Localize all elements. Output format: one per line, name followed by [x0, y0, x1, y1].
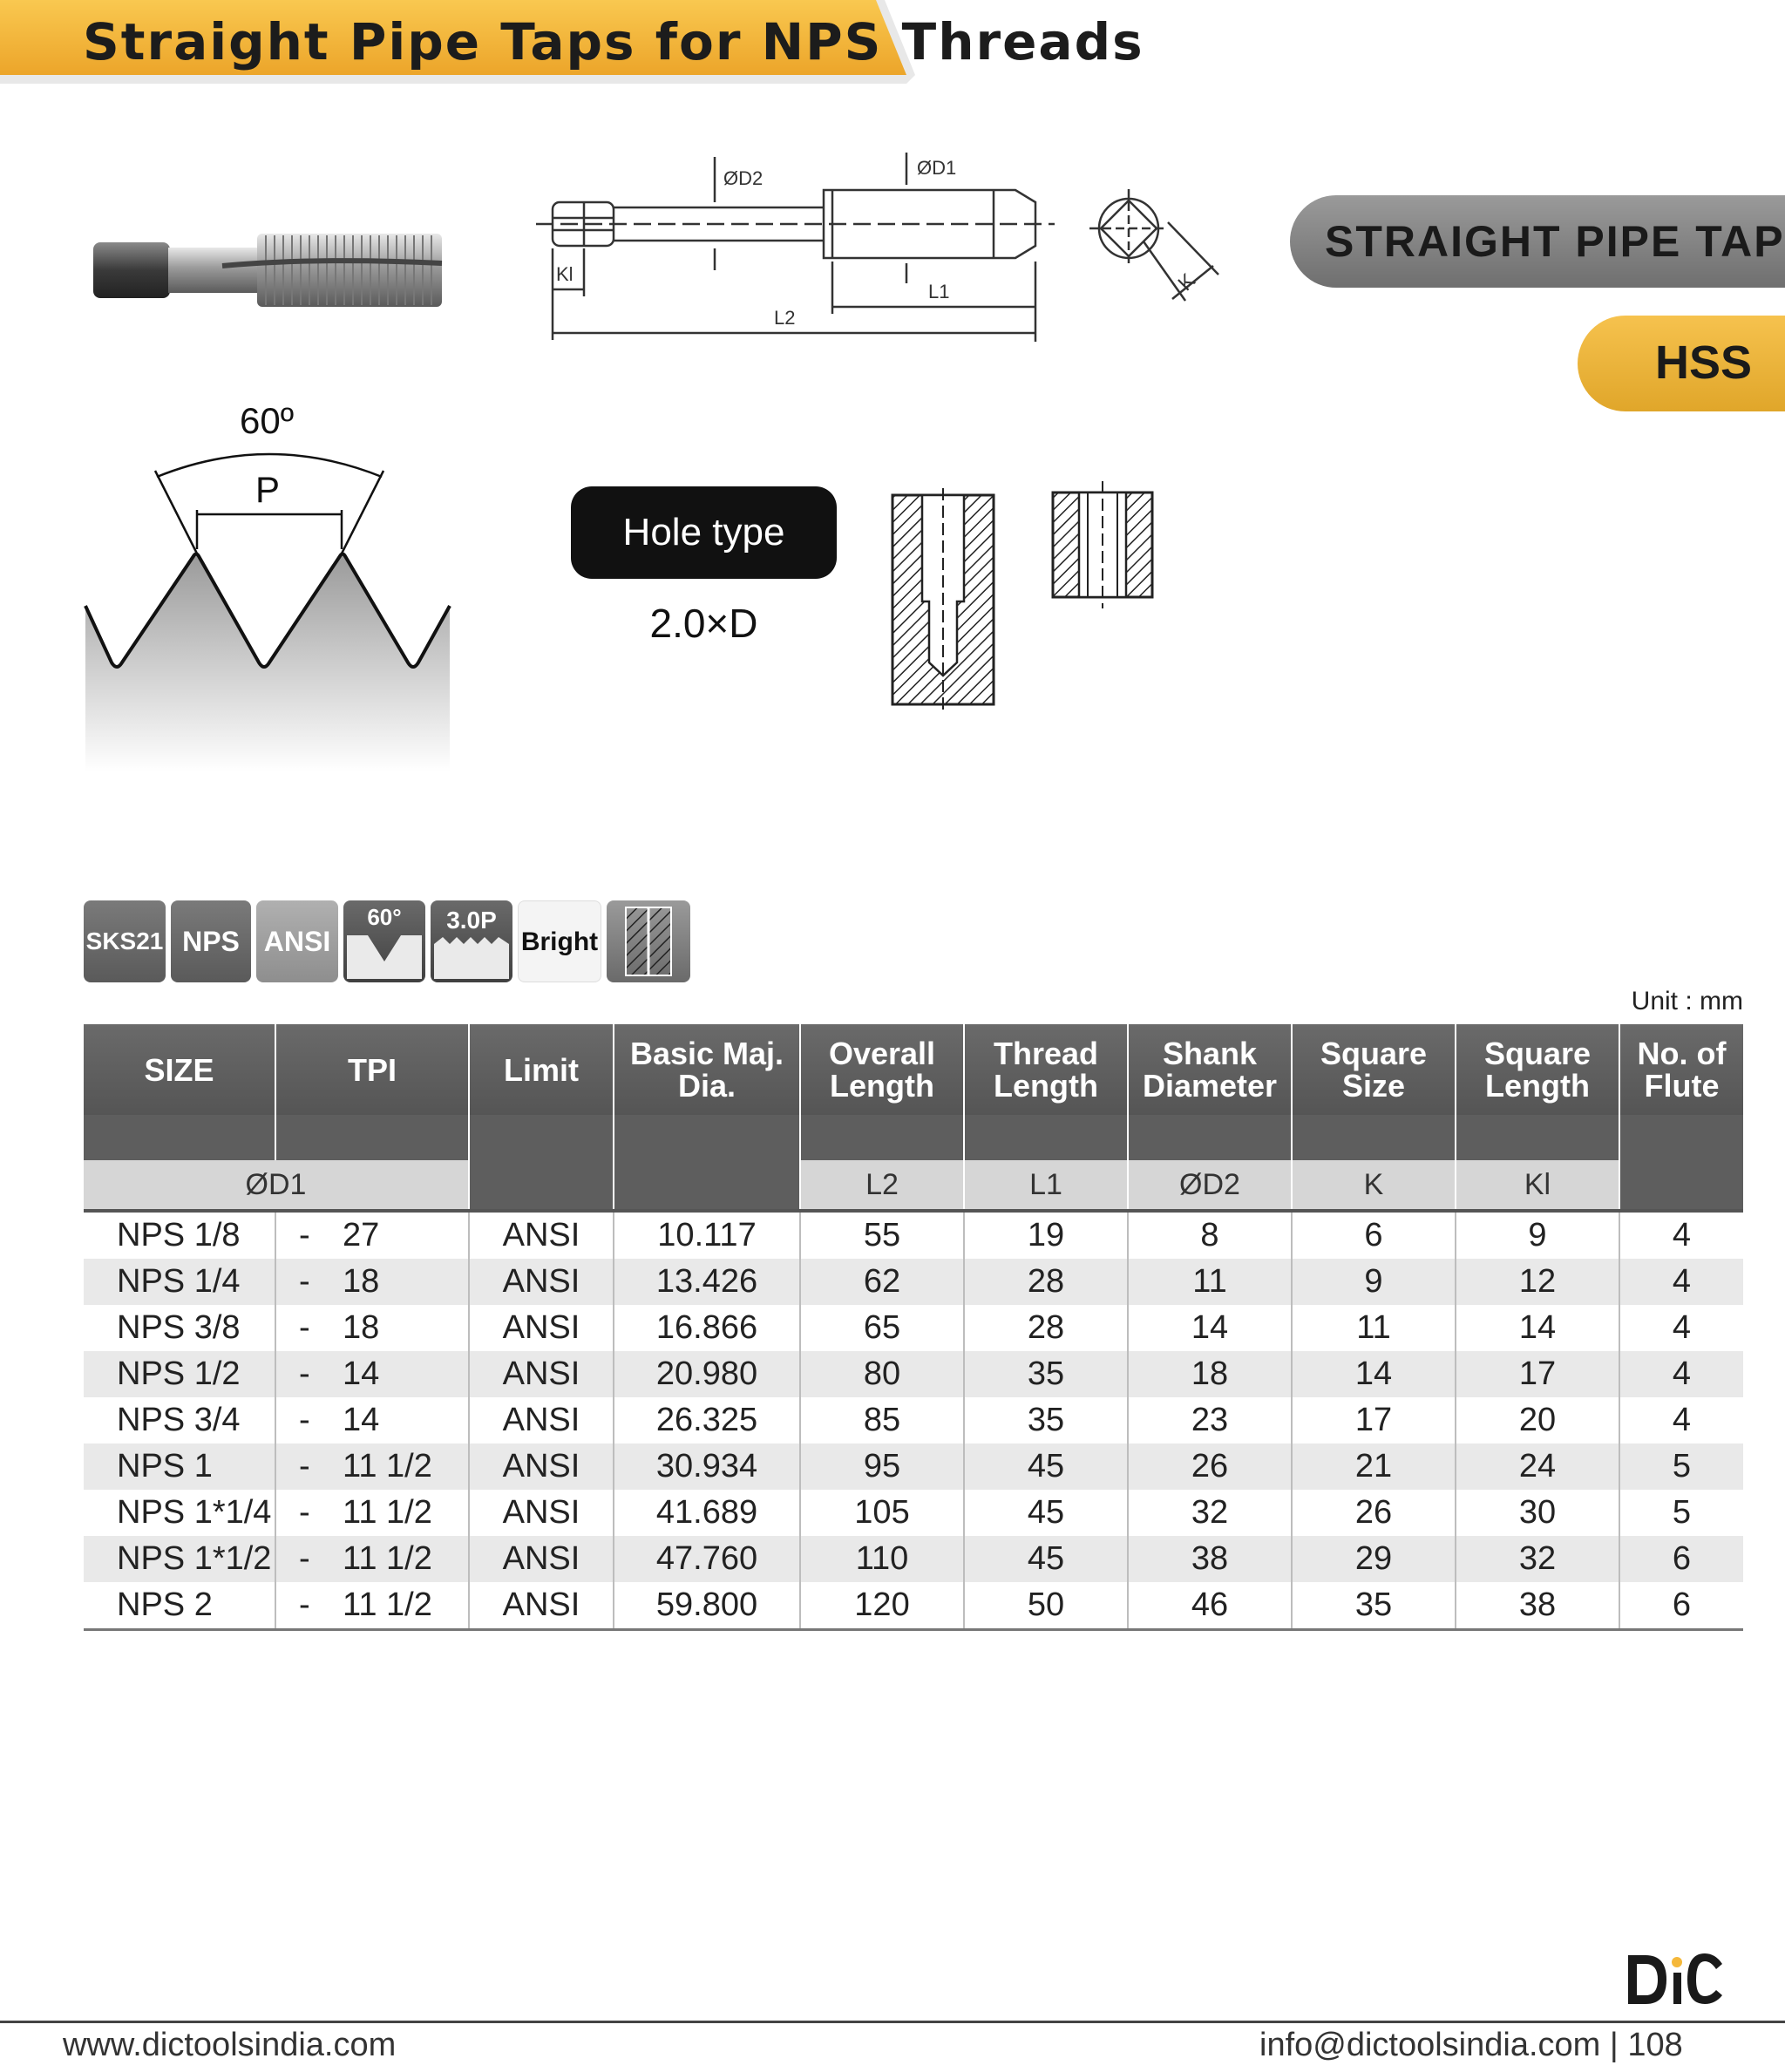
size-tpi-separator: -: [299, 1586, 310, 1623]
tpi-value: 18: [343, 1309, 380, 1346]
material-label: HSS: [1654, 336, 1752, 389]
cell-l2: 120: [800, 1582, 964, 1630]
cell-flutes: 4: [1619, 1211, 1743, 1259]
cell-limit: ANSI: [469, 1397, 614, 1444]
sub-kl: Kl: [1456, 1160, 1619, 1211]
sub-l1: L1: [964, 1160, 1128, 1211]
header-spacer: [1128, 1115, 1292, 1160]
col-tpi: TPI: [275, 1024, 469, 1115]
cell-l2: 80: [800, 1351, 964, 1397]
straight-flute-icon: [607, 900, 690, 982]
table-row: [84, 1536, 1743, 1582]
col-flutes: No. of Flute: [1619, 1024, 1743, 1115]
header-spacer: [1292, 1115, 1456, 1160]
cell-tpi: [275, 1490, 469, 1536]
tpi-value: 18: [343, 1263, 380, 1300]
cell-k: 21: [1292, 1444, 1456, 1490]
cell-l2: 65: [800, 1305, 964, 1351]
col-square-size: Square Size: [1292, 1024, 1456, 1115]
size-tpi-separator: -: [299, 1263, 310, 1300]
cell-tpi: [275, 1305, 469, 1351]
d2-dim-label: ØD2: [723, 167, 764, 189]
thread-profile-drawing: [78, 397, 462, 771]
ansi-badge: ANSI: [256, 900, 338, 982]
cell-l2: 105: [800, 1490, 964, 1536]
cell-kl: 9: [1456, 1211, 1619, 1259]
size-tpi-separator: -: [299, 1217, 310, 1253]
thread-angle-badge-label: 60°: [367, 904, 402, 930]
cell-basic: 26.325: [614, 1397, 800, 1444]
col-shank-diameter: Shank Diameter: [1128, 1024, 1292, 1115]
header-spacer: [614, 1160, 800, 1211]
cell-tpi: [275, 1536, 469, 1582]
cell-flutes: 4: [1619, 1397, 1743, 1444]
cell-size: NPS 1*1/4: [84, 1490, 275, 1536]
cell-size: NPS 2: [84, 1582, 275, 1630]
cell-k: 29: [1292, 1536, 1456, 1582]
sub-k: K: [1292, 1160, 1456, 1211]
chamfer-badge-label: 3.0P: [446, 907, 497, 934]
cell-d2: 26: [1128, 1444, 1292, 1490]
cell-size: NPS 3/8: [84, 1305, 275, 1351]
cell-kl: 17: [1456, 1351, 1619, 1397]
cell-flutes: 6: [1619, 1582, 1743, 1630]
cell-flutes: 5: [1619, 1490, 1743, 1536]
cell-limit: ANSI: [469, 1211, 614, 1259]
cell-basic: 59.800: [614, 1582, 800, 1630]
cell-k: 6: [1292, 1211, 1456, 1259]
through-hole-icon: [1046, 479, 1159, 610]
tpi-value: 11 1/2: [343, 1540, 432, 1577]
cell-l2: 62: [800, 1259, 964, 1305]
col-size: SIZE: [84, 1024, 275, 1115]
v-thread-icon: [343, 900, 425, 982]
cell-tpi: [275, 1351, 469, 1397]
size-tpi-separator: -: [299, 1355, 310, 1392]
thread-angle-label: 60º: [240, 400, 295, 441]
thread-angle-badge: [343, 900, 425, 982]
cell-limit: ANSI: [469, 1259, 614, 1305]
pitch-label: P: [255, 469, 281, 510]
cell-flutes: 4: [1619, 1351, 1743, 1397]
cell-k: 14: [1292, 1351, 1456, 1397]
cell-basic: 16.866: [614, 1305, 800, 1351]
tpi-value: 11 1/2: [343, 1586, 432, 1623]
footer-website[interactable]: www.dictoolsindia.com: [63, 2027, 397, 2063]
cell-flutes: 6: [1619, 1536, 1743, 1582]
cell-size: NPS 3/4: [84, 1397, 275, 1444]
cell-l1: 35: [964, 1351, 1128, 1397]
cell-l1: 45: [964, 1536, 1128, 1582]
tap-photo: [92, 218, 445, 314]
table-row: [84, 1444, 1743, 1490]
cell-size: NPS 1/4: [84, 1259, 275, 1305]
tap-type-label: STRAIGHT PIPE TAP: [1325, 217, 1785, 266]
tpi-value: 14: [343, 1355, 380, 1392]
square-section-drawing: [1089, 179, 1229, 318]
col-basic-major-dia: Basic Maj. Dia.: [614, 1024, 800, 1115]
cell-l2: 110: [800, 1536, 964, 1582]
cell-limit: ANSI: [469, 1305, 614, 1351]
cell-k: 17: [1292, 1397, 1456, 1444]
cell-limit: ANSI: [469, 1351, 614, 1397]
tpi-value: 11 1/2: [343, 1494, 432, 1531]
cell-tpi: [275, 1397, 469, 1444]
table-row: [84, 1305, 1743, 1351]
cell-kl: 38: [1456, 1582, 1619, 1630]
cell-kl: 32: [1456, 1536, 1619, 1582]
page-number: 108: [1627, 2027, 1683, 2063]
sub-l2: L2: [800, 1160, 964, 1211]
cell-d2: 32: [1128, 1490, 1292, 1536]
cell-flutes: 4: [1619, 1259, 1743, 1305]
cell-basic: 10.117: [614, 1211, 800, 1259]
cell-limit: ANSI: [469, 1444, 614, 1490]
sub-d1: ØD1: [84, 1160, 469, 1211]
k-dim-label: K: [1173, 268, 1200, 296]
cell-k: 35: [1292, 1582, 1456, 1630]
cell-kl: 20: [1456, 1397, 1619, 1444]
finish-badge: Bright: [518, 900, 601, 982]
cell-l2: 55: [800, 1211, 964, 1259]
header-spacer: [469, 1115, 614, 1160]
cell-l2: 95: [800, 1444, 964, 1490]
tap-dimension-drawing: [532, 139, 1072, 349]
cell-d2: 14: [1128, 1305, 1292, 1351]
cell-flutes: 5: [1619, 1444, 1743, 1490]
cell-tpi: [275, 1582, 469, 1630]
cell-k: 11: [1292, 1305, 1456, 1351]
table-row: [84, 1582, 1743, 1630]
footer-contact: [1259, 2027, 1683, 2064]
cell-l1: 45: [964, 1444, 1128, 1490]
kl-dim-label: Kl: [556, 263, 574, 285]
cell-basic: 20.980: [614, 1351, 800, 1397]
cell-k: 9: [1292, 1259, 1456, 1305]
size-tpi-separator: -: [299, 1494, 310, 1531]
footer-email[interactable]: info@dictoolsindia.com: [1259, 2027, 1601, 2063]
cell-limit: ANSI: [469, 1490, 614, 1536]
l2-dim-label: L2: [774, 307, 796, 329]
cell-kl: 24: [1456, 1444, 1619, 1490]
cell-kl: 30: [1456, 1490, 1619, 1536]
header-spacer: [84, 1115, 275, 1160]
header-spacer: [469, 1160, 614, 1211]
cell-limit: ANSI: [469, 1536, 614, 1582]
page-title: Straight Pipe Taps for NPS Threads: [83, 12, 1144, 71]
unit-label: Unit : mm: [1631, 987, 1743, 1016]
cell-limit: ANSI: [469, 1582, 614, 1630]
cell-basic: 41.689: [614, 1490, 800, 1536]
cell-size: NPS 1/2: [84, 1351, 275, 1397]
header-spacer: [800, 1115, 964, 1160]
sks21-badge: SKS21: [84, 900, 166, 982]
cell-basic: 30.934: [614, 1444, 800, 1490]
cell-l1: 28: [964, 1305, 1128, 1351]
straight-flute-badge: [607, 900, 690, 982]
d1-dim-label: ØD1: [917, 157, 957, 179]
specification-table: [84, 1024, 1743, 1631]
cell-l2: 85: [800, 1397, 964, 1444]
cell-size: NPS 1*1/2: [84, 1536, 275, 1582]
sub-d2: ØD2: [1128, 1160, 1292, 1211]
cell-l1: 19: [964, 1211, 1128, 1259]
cell-tpi: [275, 1259, 469, 1305]
cell-l1: 28: [964, 1259, 1128, 1305]
header-spacer: [275, 1115, 469, 1160]
cell-d2: 23: [1128, 1397, 1292, 1444]
dic-logo: [1623, 1946, 1727, 2007]
table-row: [84, 1351, 1743, 1397]
cell-l1: 50: [964, 1582, 1128, 1630]
table-row: [84, 1397, 1743, 1444]
table-row: [84, 1211, 1743, 1259]
cell-kl: 12: [1456, 1259, 1619, 1305]
header-spacer: [964, 1115, 1128, 1160]
cell-l1: 45: [964, 1490, 1128, 1536]
cell-kl: 14: [1456, 1305, 1619, 1351]
hole-type-label: Hole type: [571, 486, 837, 579]
cell-d2: 38: [1128, 1536, 1292, 1582]
hole-depth-spec: 2.0×D: [649, 601, 758, 646]
cell-k: 26: [1292, 1490, 1456, 1536]
header-spacer: [1619, 1115, 1743, 1160]
cell-tpi: [275, 1211, 469, 1259]
header-spacer: [614, 1115, 800, 1160]
l1-dim-label: L1: [928, 281, 950, 302]
footer-divider: [0, 2021, 1785, 2023]
col-thread-length: Thread Length: [964, 1024, 1128, 1115]
chamfer-thread-icon: [431, 900, 512, 982]
size-tpi-separator: -: [299, 1540, 310, 1577]
size-tpi-separator: -: [299, 1402, 310, 1438]
header-spacer: [1619, 1160, 1743, 1211]
table-row: [84, 1259, 1743, 1305]
header-spacer: [1456, 1115, 1619, 1160]
cell-flutes: 4: [1619, 1305, 1743, 1351]
tpi-value: 11 1/2: [343, 1448, 432, 1484]
cell-size: NPS 1: [84, 1444, 275, 1490]
tpi-value: 27: [343, 1217, 380, 1253]
cell-d2: 46: [1128, 1582, 1292, 1630]
cell-tpi: [275, 1444, 469, 1490]
cell-d2: 18: [1128, 1351, 1292, 1397]
cell-l1: 35: [964, 1397, 1128, 1444]
table-row: [84, 1490, 1743, 1536]
col-limit: Limit: [469, 1024, 614, 1115]
cell-basic: 47.760: [614, 1536, 800, 1582]
cell-d2: 11: [1128, 1259, 1292, 1305]
cell-size: NPS 1/8: [84, 1211, 275, 1259]
col-square-length: Square Length: [1456, 1024, 1619, 1115]
col-overall-length: Overall Length: [800, 1024, 964, 1115]
footer-separator: |: [1600, 2027, 1628, 2063]
cell-basic: 13.426: [614, 1259, 800, 1305]
chamfer-badge: [431, 900, 512, 982]
nps-badge: NPS: [171, 900, 251, 982]
size-tpi-separator: -: [299, 1448, 310, 1484]
blind-hole-icon: [889, 488, 998, 715]
size-tpi-separator: -: [299, 1309, 310, 1346]
tpi-value: 14: [343, 1402, 380, 1438]
cell-d2: 8: [1128, 1211, 1292, 1259]
